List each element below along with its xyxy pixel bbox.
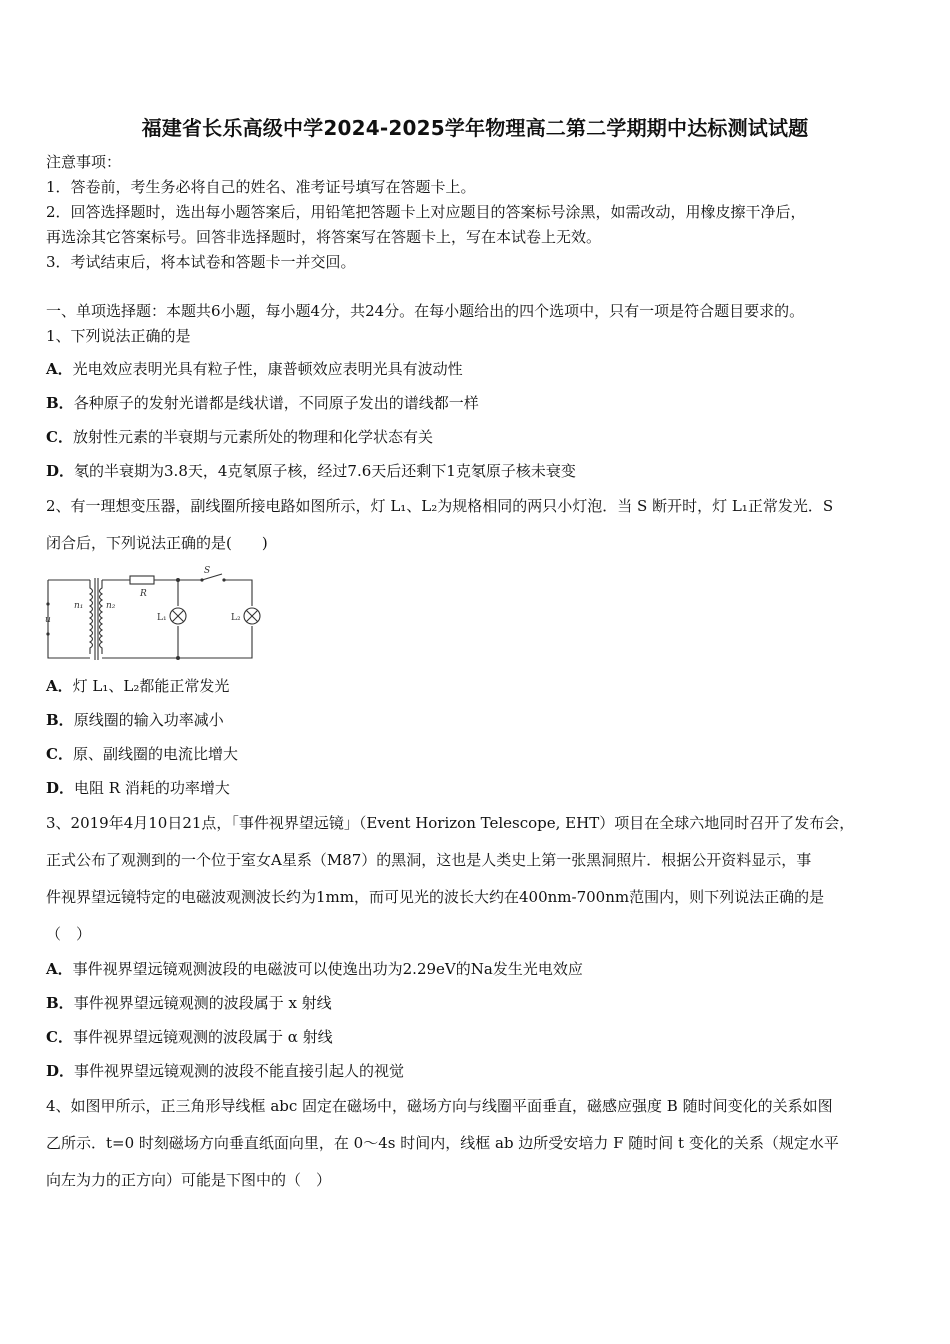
q1-option-d: D．氡的半衰期为3.8天，4克氡原子核，经过7.6天后还剩下1克氡原子核未衰变 <box>46 462 576 480</box>
question-3-stem: 件视界望远镜特定的电磁波观测波长约为1mm，而可见光的波长大约在400nm-700nm范围内，则下列说法正确的是 <box>46 888 825 906</box>
question-3-stem: 3、2019年4月10日21点，「事件视界望远镜」（Event Horizon Telescope, EHT）项目在全球六地同时召开了发布会， <box>46 814 855 832</box>
question-4-stem: 乙所示．t=0 时刻磁场方向垂直纸面向里，在 0～4s 时间内，线框 ab 边所受安培力 F 随时间 t 变化的关系（规定水平 <box>46 1134 839 1152</box>
page-title: 福建省长乐高级中学2024-2025学年物理高二第二学期期中达标测试试题 <box>141 116 809 140</box>
question-1-stem: 1、下列说法正确的是 <box>46 327 191 345</box>
q3-option-d: D．事件视界望远镜观测的波段不能直接引起人的视觉 <box>46 1062 405 1080</box>
l1-label: L₁ <box>157 613 167 623</box>
q3-option-c: C．事件视界望远镜观测的波段属于 α 射线 <box>46 1028 333 1046</box>
transformer-circuit-diagram <box>44 564 269 662</box>
q1-option-c: C．放射性元素的半衰期与元素所处的物理和化学状态有关 <box>46 428 433 446</box>
switch-label: S <box>204 566 211 576</box>
question-3-stem: （ ） <box>46 925 92 943</box>
question-2-stem: 2、有一理想变压器，副线圈所接电路如图所示，灯 L₁、L₂为规格相同的两只小灯泡．当 S 断开时，灯 L₁正常发光．S <box>46 497 834 515</box>
q3-option-b: B．事件视界望远镜观测的波段属于 x 射线 <box>46 994 332 1012</box>
notice-item: 1．答卷前，考生务必将自己的姓名、准考证号填写在答题卡上。 <box>46 178 476 196</box>
question-4-stem: 向左为力的正方向）可能是下图中的（ ） <box>46 1171 332 1189</box>
q1-option-a: A．光电效应表明光具有粒子性，康普顿效应表明光具有波动性 <box>46 360 463 378</box>
q2-option-a: A．灯 L₁、L₂都能正常发光 <box>46 677 230 695</box>
notice-item: 3．考试结束后，将本试卷和答题卡一并交回。 <box>46 253 356 271</box>
n2-label: n₂ <box>106 601 116 611</box>
question-2-stem: 闭合后，下列说法正确的是( ) <box>46 534 268 552</box>
r-label: R <box>140 589 147 599</box>
notice-item: 2．回答选择题时，选出每小题答案后，用铅笔把答题卡上对应题目的答案标号涂黑，如需改动，用橡皮擦干净后， <box>46 203 806 221</box>
l2-label: L₂ <box>231 613 241 623</box>
notice-heading: 注意事项： <box>46 153 122 171</box>
q2-option-b: B．原线圈的输入功率减小 <box>46 711 224 729</box>
section-heading: 一、单项选择题：本题共6小题，每小题4分，共24分。在每小题给出的四个选项中，只有一项是符合题目要求的。 <box>46 302 805 320</box>
u-label: u <box>45 615 51 625</box>
n1-label: n₁ <box>74 601 84 611</box>
q3-option-a: A．事件视界望远镜观测波段的电磁波可以使逸出功为2.29eV的Na发生光电效应 <box>46 960 583 978</box>
q2-option-d: D．电阻 R 消耗的功率增大 <box>46 779 230 797</box>
question-3-stem: 正式公布了观测到的一个位于室女A星系（M87）的黑洞，这也是人类史上第一张黑洞照片．根据公开资料显示，事 <box>46 851 812 869</box>
notice-item: 再选涂其它答案标号。回答非选择题时，将答案写在答题卡上，写在本试卷上无效。 <box>46 228 602 246</box>
question-4-stem: 4、如图甲所示，正三角形导线框 abc 固定在磁场中，磁场方向与线圈平面垂直，磁感应强度 B 随时间变化的关系如图 <box>46 1097 833 1115</box>
q2-option-c: C．原、副线圈的电流比增大 <box>46 745 238 763</box>
q1-option-b: B．各种原子的发射光谱都是线状谱，不同原子发出的谱线都一样 <box>46 394 479 412</box>
